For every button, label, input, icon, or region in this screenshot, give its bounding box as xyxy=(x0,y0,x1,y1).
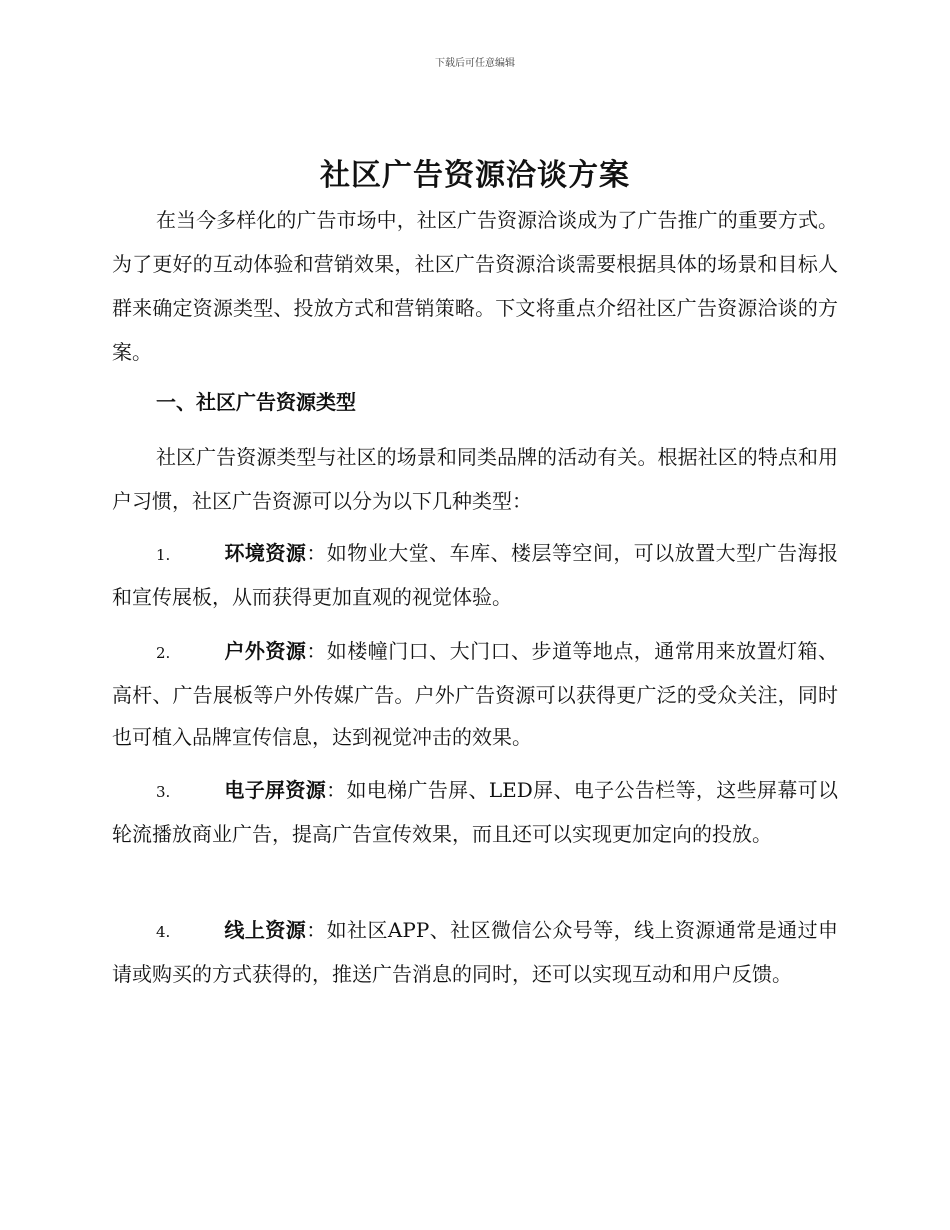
list-item-term: 环境资源 xyxy=(224,541,307,565)
page-header-note: 下载后可任意编辑 xyxy=(435,58,515,69)
section-intro-paragraph: 社区广告资源类型与社区的场景和同类品牌的活动有关。根据社区的特点和用户习惯，社区广告资源可以分为以下几种类型： xyxy=(112,445,838,513)
list-item-screen xyxy=(112,769,838,855)
document-title: 社区广告资源洽谈方案 xyxy=(320,158,630,193)
list-item-term: 电子屏资源 xyxy=(224,778,327,802)
list-item-text: ：如社区APP、社区微信公众号等，线上资源通常是通过申请或购买的方式获得的，推送广告消息的同时，还可以实现互动和用户反馈。 xyxy=(112,918,839,986)
intro-block xyxy=(112,198,838,374)
list-item-environment xyxy=(112,532,838,618)
list-item-text: ：如物业大堂、车库、楼层等空间，可以放置大型广告海报和宣传展板，从而获得更加直观的视觉体验。 xyxy=(112,541,839,609)
intro-paragraph: 在当今多样化的广告市场中，社区广告资源洽谈成为了广告推广的重要方式。为了更好的互动体验和营销效果，社区广告资源洽谈需要根据具体的场景和目标人群来确定资源类型、投放方式和营销策略。下文将重点介绍社区广告资源洽谈的方案。 xyxy=(112,208,838,364)
list-item-text: ：如电梯广告屏、LED屏、电子公告栏等，这些屏幕可以轮流播放商业广告，提高广告宣传效果，而且还可以实现更加定向的投放。 xyxy=(112,778,839,846)
list-item-term: 线上资源 xyxy=(224,918,307,942)
list-item-outdoor xyxy=(112,630,838,758)
list-item-number: 3. xyxy=(156,783,171,801)
section-intro-block xyxy=(112,435,838,523)
list-item-text: ：如楼幢门口、大门口、步道等地点，通常用来放置灯箱、高杆、广告展板等户外传媒广告。户外广告资源可以获得更广泛的受众关注，同时也可植入品牌宣传信息，达到视觉冲击的效果。 xyxy=(112,639,839,749)
list-item-online xyxy=(112,909,838,995)
section-heading-1: 一、社区广告资源类型 xyxy=(156,390,356,414)
list-item-term: 户外资源 xyxy=(224,639,307,663)
list-item-number: 4. xyxy=(156,923,171,941)
list-item-number: 1. xyxy=(156,546,171,564)
list-item-number: 2. xyxy=(156,644,171,662)
